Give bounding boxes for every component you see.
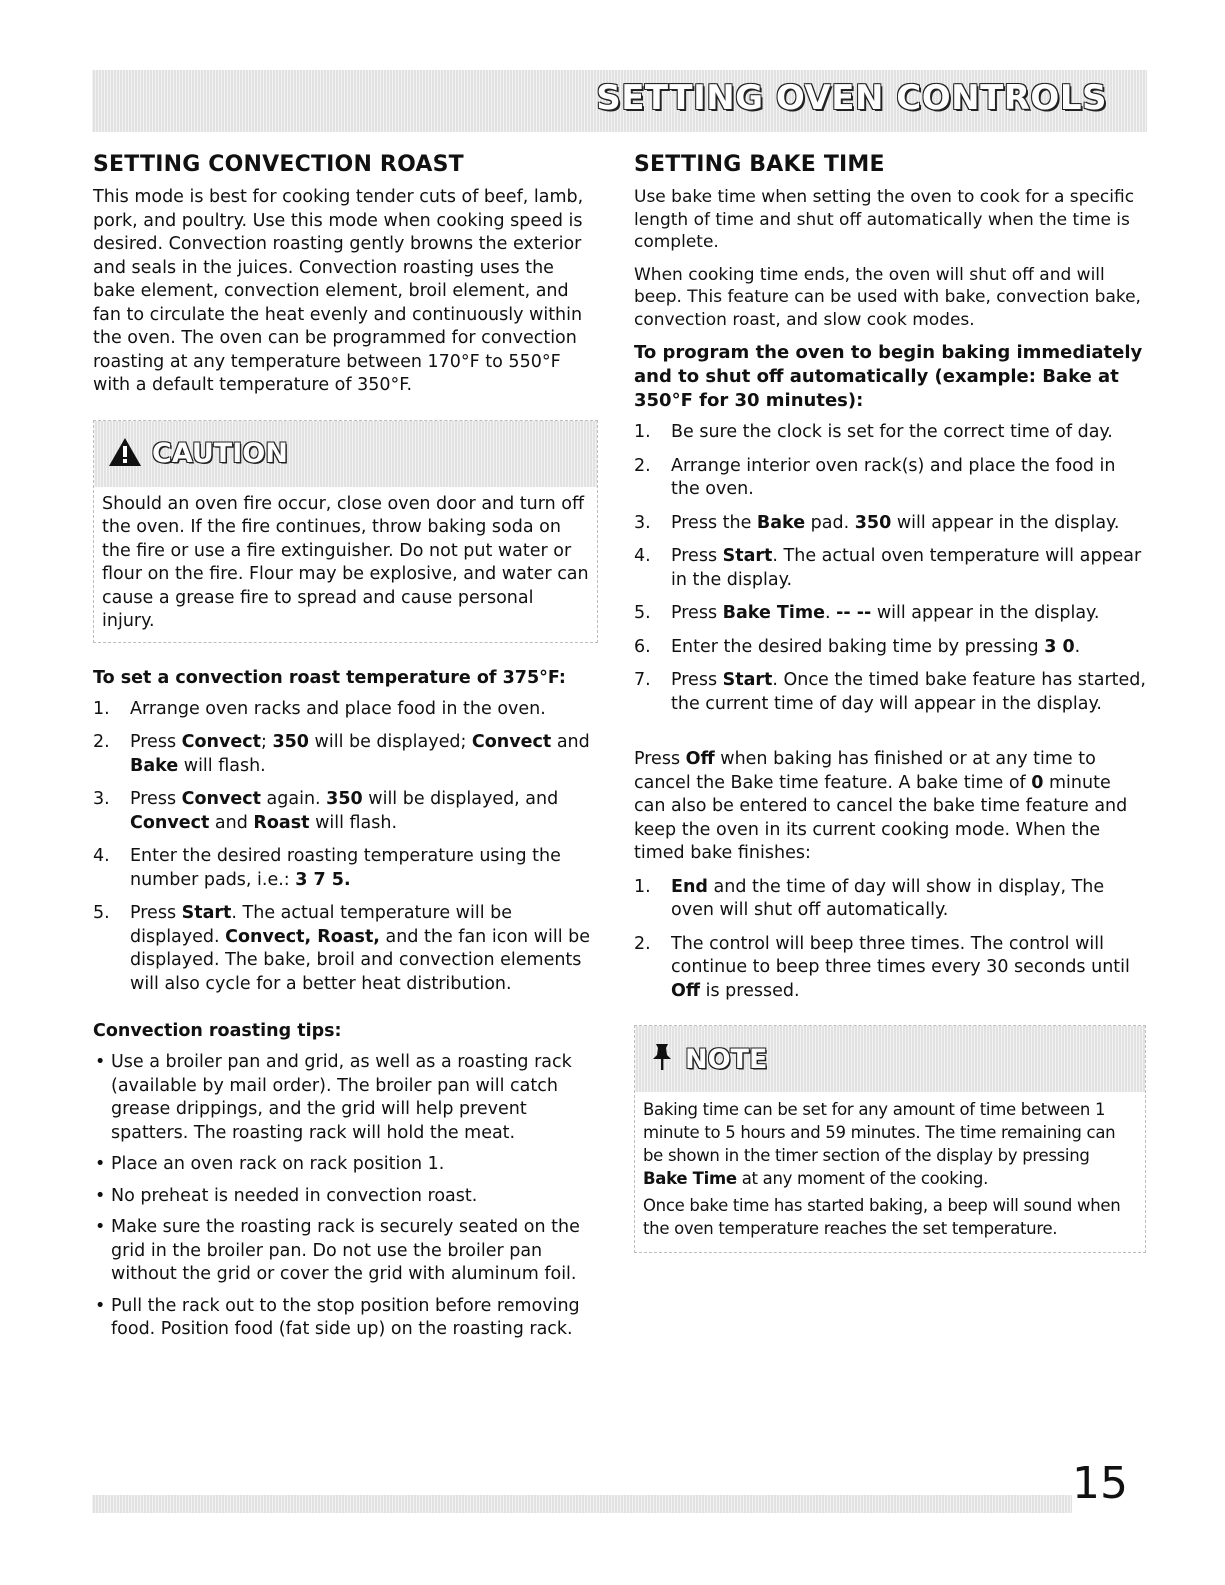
text-run: Be sure the clock is set for the correct time of day. <box>671 422 1113 442</box>
list-item <box>634 933 1146 1004</box>
bake-time-heading: SETTING BAKE TIME <box>634 152 885 177</box>
list-item: • Use a broiler pan and grid, as well as a roasting rack (available by mail order). The broiler pan will catch grease drippings, and the grid will help prevent spatters. The roasting rack will hold the meat. <box>93 1051 598 1145</box>
cancel-bake-time-paragraph <box>634 748 1146 866</box>
text-run: Press <box>130 732 182 752</box>
bold-text: Bake <box>756 512 806 533</box>
bold-text: 3 7 5. <box>295 869 351 890</box>
step-number: 6. <box>634 636 651 657</box>
caution-title: CAUTION <box>152 438 288 469</box>
text-run: and <box>209 812 254 833</box>
bold-text: 350 <box>854 512 892 533</box>
text-run: is pressed. <box>700 980 800 1001</box>
text-run: . <box>1074 636 1081 657</box>
text-run: Press <box>634 749 686 769</box>
list-item <box>634 876 1146 923</box>
step-number: 2. <box>634 455 651 476</box>
right-column <box>634 152 1146 1277</box>
bold-text: Start <box>722 546 773 566</box>
step-number: 1. <box>634 422 651 442</box>
header-band <box>92 70 1147 132</box>
note-box <box>634 1025 1146 1253</box>
text-run: and <box>551 732 590 752</box>
text-run: Press the <box>671 512 757 533</box>
convection-roast-heading: SETTING CONVECTION ROAST <box>93 152 464 177</box>
list-item <box>93 788 598 835</box>
left-column <box>93 152 598 1350</box>
list-item <box>93 902 598 996</box>
text-run: when baking has finished or at any time to cancel the Bake time feature. A bake time of <box>634 749 1096 793</box>
list-item <box>93 845 598 892</box>
bold-text: Bake Time <box>643 1169 737 1188</box>
bold-text: Off <box>671 980 701 1001</box>
bold-text: Off <box>685 749 715 769</box>
text-run: and the fan icon will be displayed. The bake, broil and convection elements will also cycle for a better heat distribution. <box>130 926 591 994</box>
timed-bake-finish-list <box>634 876 1146 1004</box>
bold-text: Bake Time <box>722 603 825 623</box>
step-number: 5. <box>634 603 651 623</box>
step-number: 3. <box>634 512 651 533</box>
bold-text: End <box>671 876 708 897</box>
text-run: Press <box>671 603 723 623</box>
list-item <box>93 698 598 722</box>
text-run: Enter the desired baking time by pressing <box>671 636 1045 657</box>
list-item: • Pull the rack out to the stop position before removing food. Position food (fat side up) on the roasting rack. <box>93 1295 598 1342</box>
step-number: 5. <box>93 903 110 923</box>
convection-roast-intro: This mode is best for cooking tender cuts of beef, lamb, pork, and poultry. Use this mode when cooking speed is desired. Convection roasting gently browns the exterior and seals in the juices. Convection roasting uses the bake element, convection element, broil element, and fan to circulate the heat evenly and continuously within the oven. The oven can be programmed for convection roasting at any temperature between 170°F to 550°F with a default temperature of 350°F. <box>93 187 584 395</box>
page-number: 15 <box>1072 1458 1128 1509</box>
bold-text: Convect <box>471 732 552 752</box>
convection-steps-list <box>93 698 598 997</box>
convection-steps-heading: To set a convection roast temperature of 375°F: <box>93 667 566 688</box>
list-item <box>93 731 598 778</box>
step-number: 1. <box>634 876 651 897</box>
text-run: minute can also be entered to cancel the bake time feature and keep the oven in its current cooking mode. When the timed bake finishes: <box>634 772 1128 863</box>
text-run: The control will beep three times. The control will continue to beep three times every 30 seconds until <box>671 933 1130 977</box>
list-item <box>634 602 1146 626</box>
step-number: 7. <box>634 670 651 690</box>
text-run: Enter the desired roasting temperature using the number pads, i.e.: <box>130 846 561 890</box>
text-run: ; <box>260 732 273 752</box>
text-run: will be displayed; <box>308 732 472 752</box>
text-run: will flash. <box>309 812 398 833</box>
pushpin-icon <box>649 1042 675 1076</box>
page-header-title: SETTING OVEN CONTROLS <box>596 78 1107 118</box>
bold-text: Start <box>722 670 773 690</box>
list-item <box>634 545 1146 592</box>
bake-time-intro-1: Use bake time when setting the oven to cook for a specific length of time and shut off automatically when the time is complete. <box>634 187 1135 252</box>
step-number: 3. <box>93 789 110 809</box>
list-item: • No preheat is needed in convection roast. <box>93 1185 598 1209</box>
text-run: will appear in the display. <box>891 512 1120 533</box>
roasting-tips-heading: Convection roasting tips: <box>93 1021 342 1041</box>
bold-text: Convect, Roast, <box>225 926 380 947</box>
text-run: pad. <box>805 512 855 533</box>
step-number: 2. <box>634 933 651 954</box>
list-item <box>634 636 1146 660</box>
footer-band <box>92 1495 1072 1513</box>
text-run: . The actual temperature will be displayed. <box>130 903 512 947</box>
bold-text: -- -- <box>836 603 872 623</box>
caution-box <box>93 420 598 643</box>
bold-text: Convect <box>181 789 261 809</box>
text-run: Baking time can be set for any amount of time between 1 minute to 5 hours and 59 minutes. The time remaining can be shown in the timer section of the display by pressing <box>643 1100 1116 1165</box>
bake-time-intro-2: When cooking time ends, the oven will shut off and will beep. This feature can be used with bake, convection bake, convection roast, and slow cook modes. <box>634 264 1141 330</box>
text-run: will flash. <box>178 755 266 776</box>
text-run: will be displayed, and <box>362 789 559 809</box>
bold-text: 0 <box>1031 772 1044 793</box>
caution-header <box>94 421 597 487</box>
roasting-tips-list <box>93 1051 598 1342</box>
list-item <box>634 421 1146 445</box>
bold-text: Start <box>181 903 232 923</box>
text-run: will appear in the display. <box>871 603 1100 623</box>
bold-text: Convect <box>181 732 261 752</box>
text-run: . The actual oven temperature will appear in the display. <box>671 546 1142 590</box>
text-run: Arrange interior oven rack(s) and place the food in the oven. <box>671 455 1116 499</box>
list-item: • Place an oven rack on rack position 1. <box>93 1153 598 1177</box>
bold-text: 350 <box>272 732 309 752</box>
list-item: • Make sure the roasting rack is securely seated on the grid in the broiler pan. Do not use the broiler pan without the grid or cover the grid with aluminum foil. <box>93 1216 598 1287</box>
bold-text: 3 0 <box>1044 636 1075 657</box>
bold-text: Convect <box>130 812 210 833</box>
step-number: 1. <box>93 698 110 719</box>
list-item <box>634 455 1146 502</box>
note-header <box>635 1026 1145 1092</box>
text-run: and the time of day will show in display, The oven will shut off automatically. <box>671 876 1105 920</box>
text-run: Arrange oven racks and place food in the oven. <box>130 698 546 719</box>
bold-text: Roast <box>253 812 310 833</box>
program-instructions-heading: To program the oven to begin baking immediately and to shut off automatically (example: Bake at 350°F for 30 minutes): <box>634 342 1143 411</box>
step-number: 4. <box>634 546 651 566</box>
text-run: Press <box>130 903 182 923</box>
bake-time-steps-list <box>634 421 1146 716</box>
list-item <box>634 512 1146 536</box>
text-run: . Once the timed bake feature has started, the current time of day will appear in the display. <box>671 670 1146 714</box>
caution-body <box>94 487 597 642</box>
bold-text: Bake <box>130 755 179 776</box>
note-text-2: Once bake time has started baking, a beep will sound when the oven temperature reaches the set temperature. <box>643 1196 1121 1238</box>
text-run: Press <box>671 670 723 690</box>
text-run: at any moment of the cooking. <box>736 1169 989 1188</box>
note-text-1 <box>643 1098 1137 1190</box>
step-number: 2. <box>93 732 110 752</box>
caution-text: Should an oven fire occur, close oven door and turn off the oven. If the fire continues, throw baking soda on the fire or use a fire extinguisher. Do not put water or flour on the fire. Flour may be explosive, and water can cause a grease fire to spread and cause personal injury. <box>102 493 589 631</box>
list-item <box>634 669 1146 716</box>
text-run: . <box>824 603 837 623</box>
bold-text: 350 <box>326 789 363 809</box>
text-run: Press <box>130 789 182 809</box>
text-run: Press <box>671 546 723 566</box>
text-run: again. <box>260 789 327 809</box>
note-title: NOTE <box>685 1043 768 1075</box>
warning-triangle-icon <box>108 437 142 471</box>
note-body <box>635 1092 1145 1252</box>
step-number: 4. <box>93 846 110 866</box>
